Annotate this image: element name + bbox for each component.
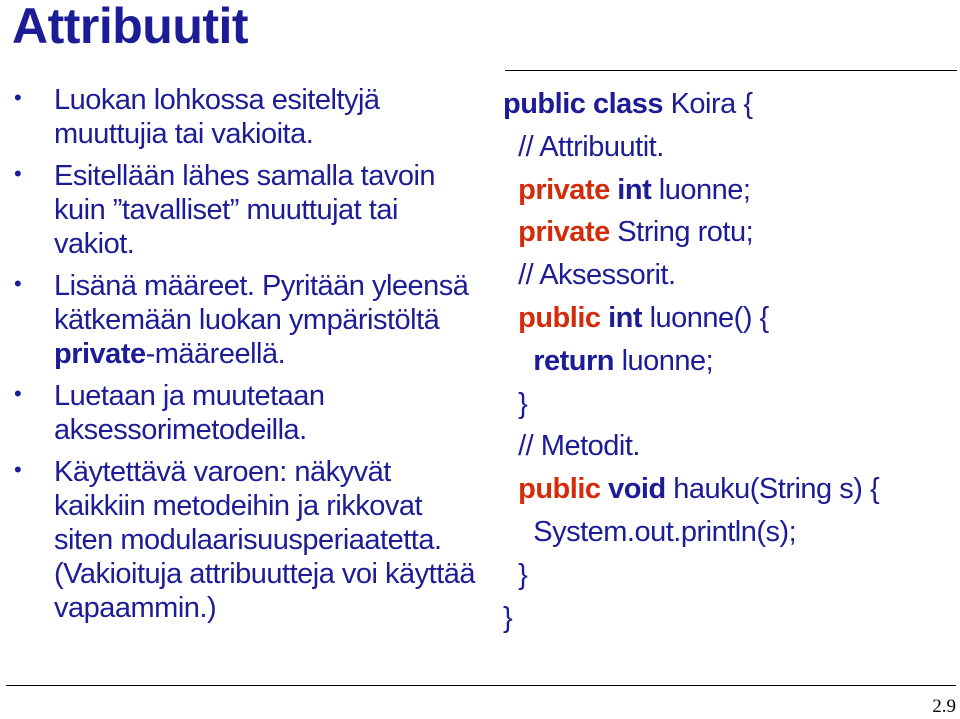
code-line (503, 383, 953, 426)
code-text: // Aksessorit. (518, 259, 676, 292)
code-line (503, 211, 953, 254)
code-line (503, 340, 953, 383)
code-line (503, 254, 953, 297)
code-indent (503, 131, 518, 163)
bullet-item (0, 455, 480, 625)
code-line (503, 126, 953, 169)
code-indent (503, 345, 533, 377)
code-modifier: public (518, 301, 601, 334)
code-text: // Metodit. (518, 430, 640, 463)
slide-title: Attribuutit (12, 0, 249, 54)
footer-divider (6, 685, 956, 686)
code-keyword: return (533, 344, 615, 377)
code-text: String rotu; (609, 216, 754, 249)
bullet-item (0, 159, 480, 261)
code-text (601, 473, 609, 505)
code-text: } (518, 558, 528, 591)
code-keyword: int (617, 173, 652, 206)
bullet-text: Luokan lohkossa esiteltyjä muuttujia tai vakioita. (54, 84, 380, 150)
bullet-item (0, 269, 480, 371)
code-line (503, 468, 953, 511)
bullet-item (0, 83, 480, 151)
code-text: } (503, 601, 513, 634)
bullet-text: Lisänä määreet. Pyritään yleensä kätkemään luokan ympäristöltä (54, 270, 469, 336)
page-number: 2.9 (932, 696, 956, 717)
code-text: luonne; (614, 344, 714, 377)
code-text: hauku(String s) { (665, 473, 880, 506)
code-text: // Attribuutit. (518, 130, 664, 163)
bullet-text: Luetaan ja muutetaan aksessorimetodeilla. (54, 380, 325, 446)
code-modifier: public (518, 473, 601, 506)
code-line (503, 169, 953, 212)
code-line (503, 83, 953, 126)
code-line (503, 297, 953, 340)
code-modifier: private (518, 173, 610, 206)
code-indent (503, 473, 518, 505)
code-modifier: private (518, 216, 610, 249)
code-indent (503, 302, 518, 334)
code-keyword: void (608, 473, 666, 506)
bullet-item (0, 379, 480, 447)
code-block (503, 83, 953, 639)
code-text: luonne() { (642, 301, 769, 334)
code-indent (503, 430, 518, 462)
bullet-text: Käytettävä varoen: näkyvät kaikkiin metodeihin ja rikkovat siten modulaarisuusperiaatetta. (Vakioituja attribuutteja voi käyttää vapaammin.) (54, 456, 476, 624)
code-text: Koira { (663, 88, 753, 120)
code-indent (503, 516, 533, 548)
code-text: } (518, 387, 528, 420)
code-line (503, 554, 953, 597)
code-text: luonne; (651, 173, 751, 206)
code-line (503, 597, 953, 640)
title-divider (505, 70, 957, 71)
bullet-list (0, 83, 480, 633)
code-text: System.out.println(s); (533, 515, 797, 548)
code-keyword: public class (503, 88, 664, 120)
code-indent (503, 174, 518, 206)
bullet-keyword: private (54, 338, 146, 370)
code-indent (503, 216, 518, 248)
bullet-text: Esitellään lähes samalla tavoin kuin ”tavalliset” muuttujat tai vakiot. (54, 160, 436, 260)
code-line (503, 511, 953, 554)
code-indent (503, 388, 518, 420)
code-text (601, 302, 609, 334)
code-line (503, 425, 953, 468)
code-indent (503, 559, 518, 591)
code-indent (503, 259, 518, 291)
bullet-text: -määreellä. (145, 338, 286, 370)
code-keyword: int (608, 301, 643, 334)
